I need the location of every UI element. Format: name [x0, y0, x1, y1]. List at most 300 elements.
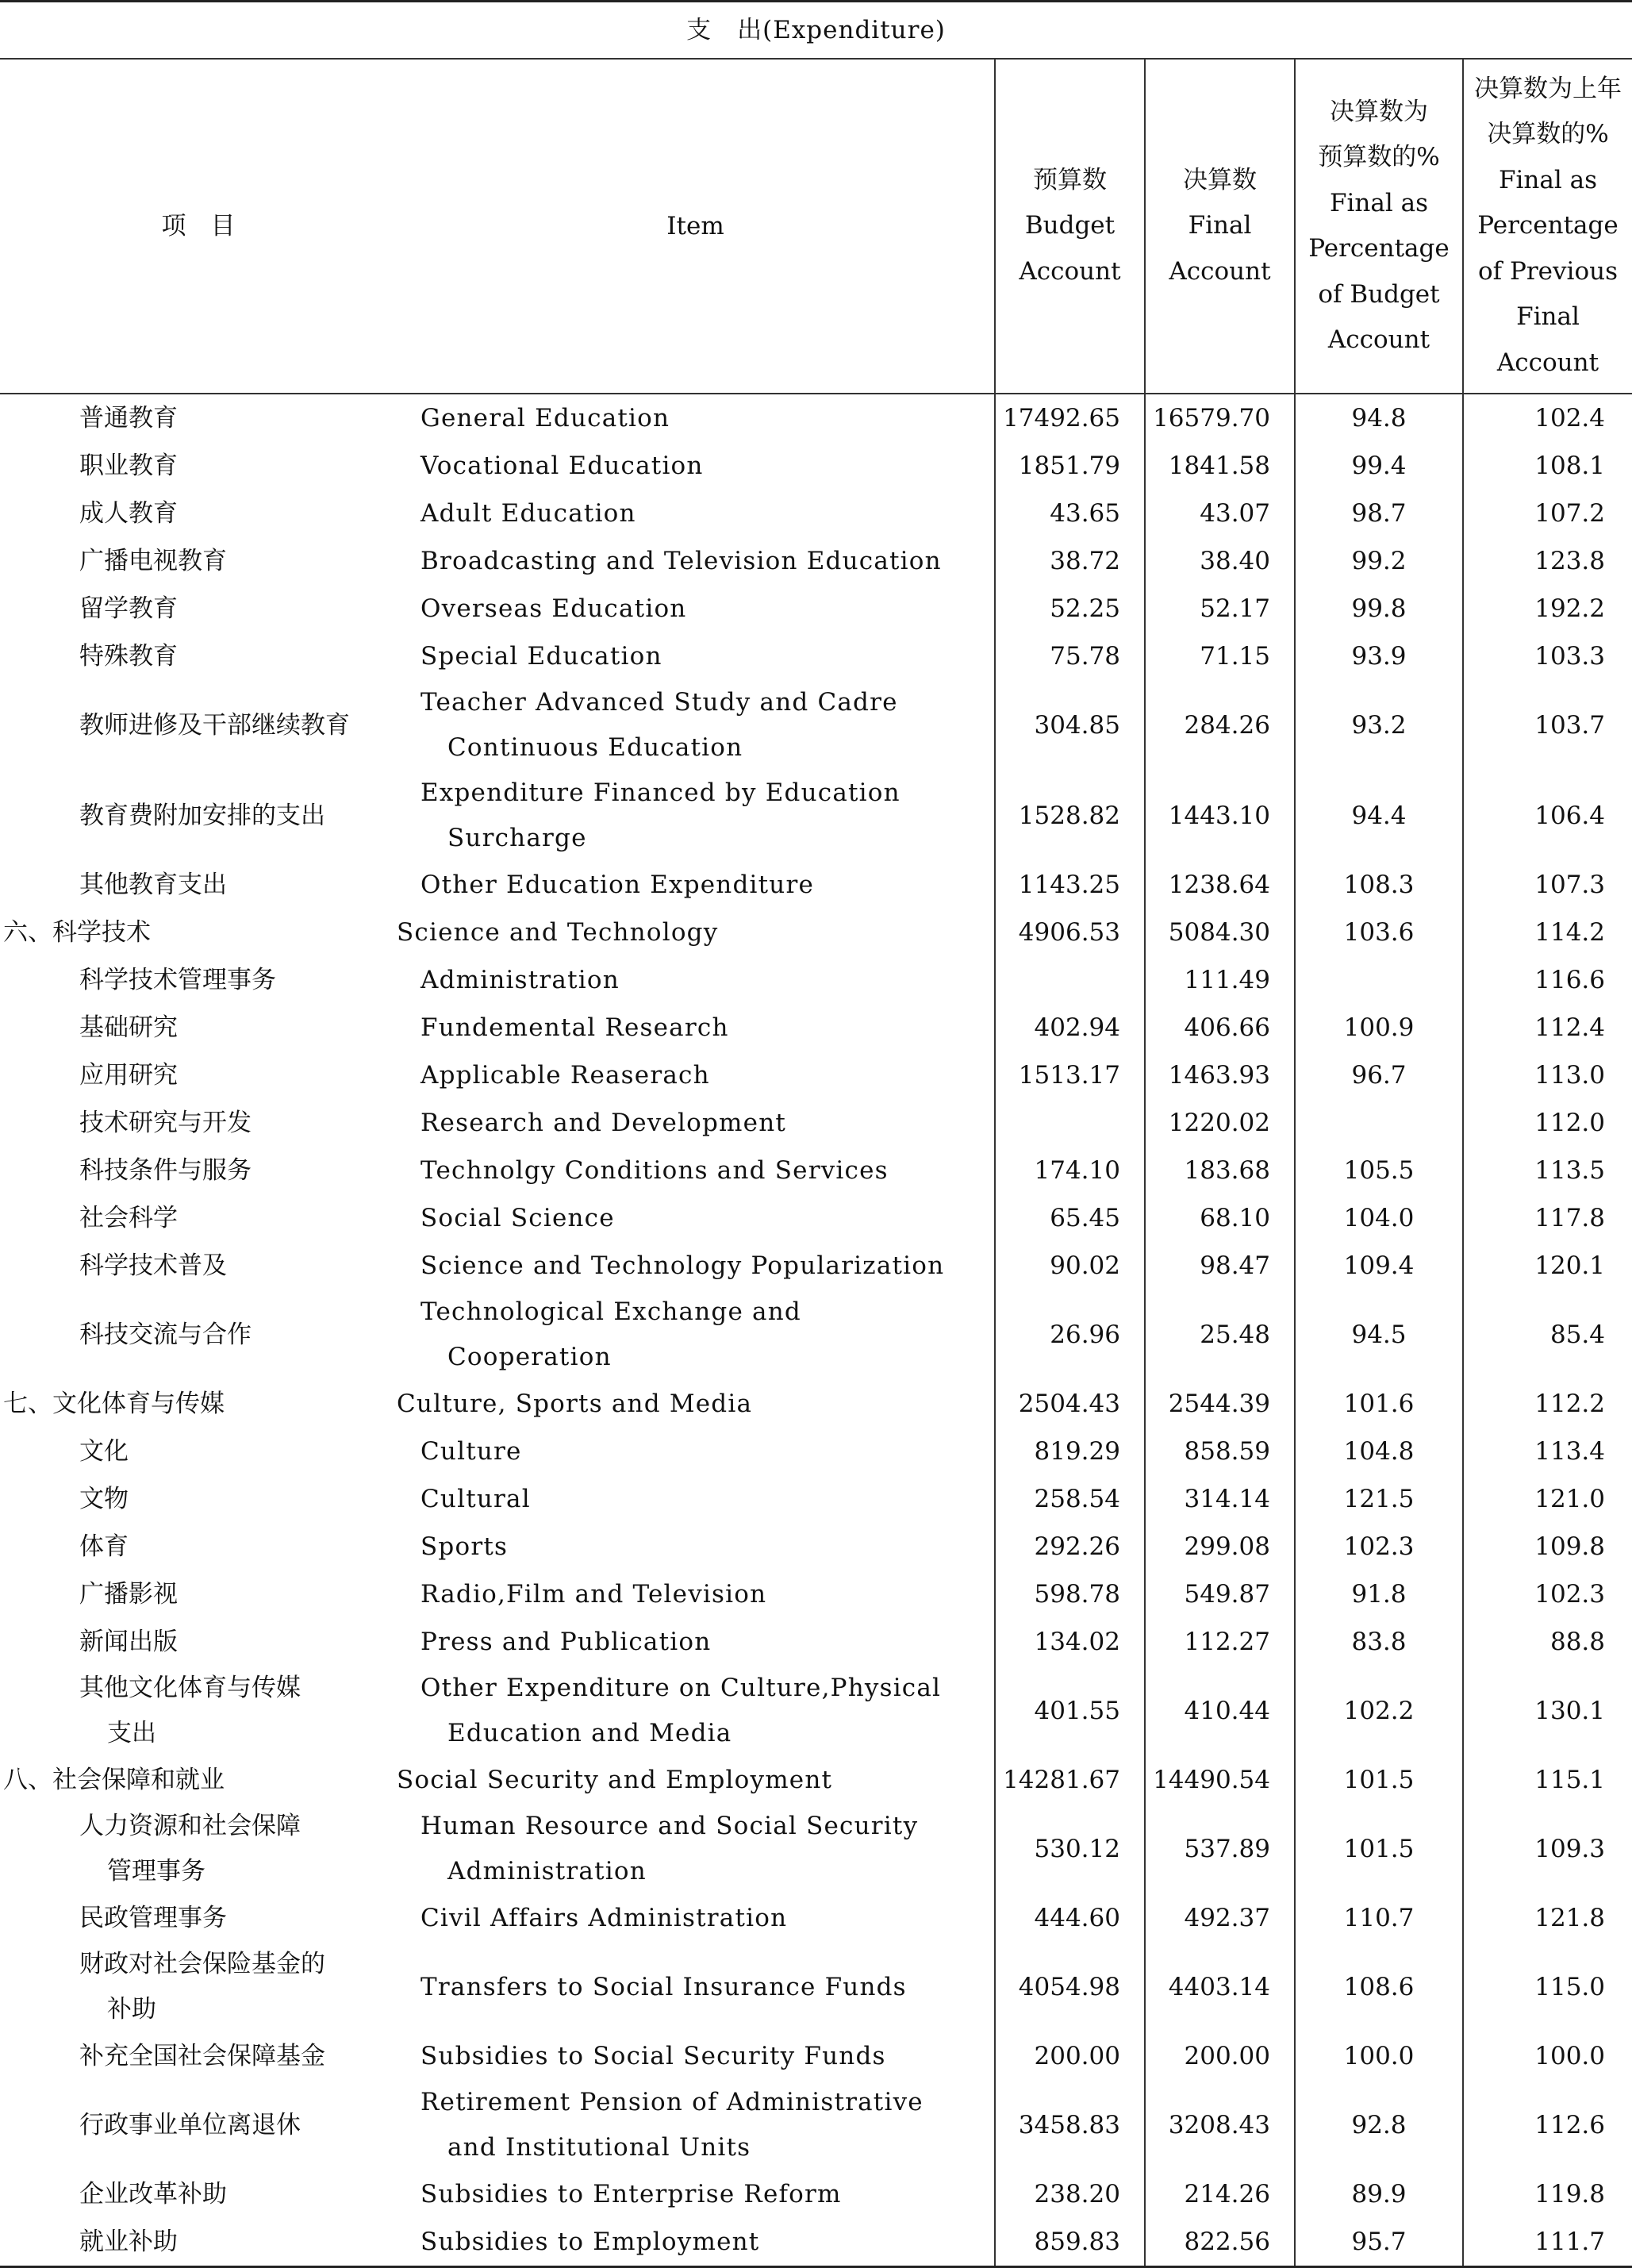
- pct-of-budget: 94.8: [1295, 394, 1463, 442]
- item-name-en-line: Administration: [420, 965, 620, 994]
- header-line: 决算数为: [1330, 97, 1428, 126]
- pct-of-budget: 93.2: [1295, 680, 1463, 771]
- item-name-en: [397, 490, 995, 537]
- final-value: 111.49: [1145, 956, 1295, 1004]
- header-line: Final as: [1329, 188, 1429, 217]
- table-row: [0, 2170, 1632, 2218]
- header-line: 预算数的%: [1318, 143, 1440, 171]
- item-name-en: [397, 1428, 995, 1475]
- pct-of-previous: 103.3: [1463, 632, 1632, 680]
- table-title: 支 出(Expenditure): [0, 2, 1632, 60]
- pct-of-budget: 101.5: [1295, 1804, 1463, 1894]
- pct-of-budget: 121.5: [1295, 1475, 1463, 1523]
- item-name-zh: [0, 1570, 397, 1618]
- item-name-en: [397, 1894, 995, 1942]
- item-name-zh-line: 其他文化体育与传媒: [79, 1674, 301, 1702]
- final-value: 1238.64: [1145, 861, 1295, 909]
- budget-value: 26.96: [995, 1290, 1145, 1380]
- header-line: Final: [1516, 302, 1580, 332]
- item-name-zh: [0, 861, 397, 909]
- item-name-zh: [0, 1894, 397, 1942]
- item-name-zh: [0, 1290, 397, 1380]
- pct-of-previous: 113.4: [1463, 1428, 1632, 1475]
- header-line: of Budget: [1318, 279, 1440, 309]
- header-line: Account: [1496, 348, 1599, 377]
- item-name-en-line: and Institutional Units: [447, 2133, 751, 2162]
- pct-of-previous: 117.8: [1463, 1194, 1632, 1242]
- item-name-en-line: Other Expenditure on Culture,Physical: [420, 1674, 942, 1702]
- pct-of-budget: 95.7: [1295, 2218, 1463, 2267]
- item-name-en-line: Surcharge: [447, 824, 587, 852]
- item-name-zh: [0, 1147, 397, 1194]
- item-name-en-line: Science and Technology Popularization: [420, 1251, 945, 1280]
- table-row: [0, 1242, 1632, 1290]
- pct-of-budget: 105.5: [1295, 1147, 1463, 1194]
- pct-of-budget: 109.4: [1295, 1242, 1463, 1290]
- final-value: 183.68: [1145, 1147, 1295, 1194]
- final-value: 299.08: [1145, 1523, 1295, 1570]
- item-name-en-line: Civil Affairs Administration: [420, 1903, 788, 1932]
- pct-of-previous: 88.8: [1463, 1618, 1632, 1666]
- col-header-pct-budget: [1295, 59, 1463, 394]
- col-header-item-zh: 项 目: [0, 59, 397, 394]
- item-name-zh-line: 科学技术普及: [79, 1251, 227, 1280]
- table-row: [0, 1290, 1632, 1380]
- item-name-en-line: Human Resource and Social Security: [420, 1812, 919, 1840]
- table-row: [0, 1894, 1632, 1942]
- pct-of-budget: 110.7: [1295, 1894, 1463, 1942]
- header-line: Account: [1019, 256, 1121, 286]
- item-name-en: [397, 1147, 995, 1194]
- item-name-en-line: Subsidies to Enterprise Reform: [420, 2179, 842, 2208]
- item-name-zh-line: 基础研究: [79, 1013, 178, 1042]
- item-name-zh: [0, 632, 397, 680]
- item-name-zh-line: 人力资源和社会保障: [79, 1812, 301, 1840]
- col-header-pct-prev: [1463, 59, 1632, 394]
- item-name-zh: [0, 1523, 397, 1570]
- item-name-en: [397, 1099, 995, 1147]
- header-line: Percentage: [1308, 234, 1450, 263]
- header-line: 决算数的%: [1487, 120, 1609, 149]
- item-name-en-line: Research and Development: [420, 1108, 787, 1137]
- budget-value: 304.85: [995, 680, 1145, 771]
- item-name-en-line: Expenditure Financed by Education: [420, 778, 900, 807]
- item-name-zh: [0, 2218, 397, 2267]
- pct-of-previous: 102.4: [1463, 394, 1632, 442]
- col-header-item-en: Item: [397, 59, 995, 394]
- header-line: 决算数为上年: [1474, 74, 1622, 103]
- item-name-en-line: Science and Technology: [397, 917, 719, 947]
- item-name-zh-line: 补充全国社会保障基金: [79, 2041, 325, 2070]
- item-name-en: [397, 680, 995, 771]
- item-name-zh-line: 其他教育支出: [79, 870, 227, 899]
- item-name-en: [397, 537, 995, 585]
- table-row: [0, 1942, 1632, 2032]
- budget-value: 1513.17: [995, 1051, 1145, 1099]
- item-name-en: [397, 394, 995, 442]
- item-name-en-line: Cultural: [420, 1484, 531, 1513]
- item-name-en-line: Subsidies to Employment: [420, 2227, 760, 2256]
- pct-of-previous: 123.8: [1463, 537, 1632, 585]
- item-name-en: [397, 2080, 995, 2170]
- item-name-en: [397, 1290, 995, 1380]
- budget-value: 3458.83: [995, 2080, 1145, 2170]
- item-name-en-line: Fundemental Research: [420, 1013, 729, 1042]
- item-name-zh-line: 企业改革补助: [79, 2179, 227, 2208]
- item-name-en: [397, 1666, 995, 1756]
- item-name-en: [397, 1570, 995, 1618]
- table-row: [0, 2218, 1632, 2267]
- item-name-zh: [0, 1942, 397, 2032]
- final-value: 5084.30: [1145, 909, 1295, 956]
- item-name-zh: [0, 394, 397, 442]
- item-name-zh: [0, 2080, 397, 2170]
- item-name-en-line: Continuous Education: [447, 733, 743, 762]
- item-name-en-line: Transfers to Social Insurance Funds: [420, 1972, 907, 2001]
- header-line: Final as: [1498, 165, 1598, 194]
- table-row: [0, 1804, 1632, 1894]
- final-value: 858.59: [1145, 1428, 1295, 1475]
- item-name-zh-line: 职业教育: [79, 451, 178, 480]
- item-name-en: [397, 442, 995, 490]
- final-value: 537.89: [1145, 1804, 1295, 1894]
- table-row: [0, 956, 1632, 1004]
- table-row: [0, 537, 1632, 585]
- col-header-budget: [995, 59, 1145, 394]
- item-name-en: [397, 1618, 995, 1666]
- item-name-zh-line: 就业补助: [79, 2227, 178, 2256]
- header-line: Percentage: [1477, 211, 1619, 240]
- item-name-zh-line: 应用研究: [79, 1060, 178, 1090]
- final-value: 16579.70: [1145, 394, 1295, 442]
- item-name-zh: [0, 1428, 397, 1475]
- item-name-en: [397, 771, 995, 861]
- item-name-en-line: Teacher Advanced Study and Cadre: [420, 688, 898, 717]
- item-name-en-line: Press and Publication: [420, 1627, 712, 1656]
- item-name-zh: [0, 537, 397, 585]
- pct-of-previous: 85.4: [1463, 1290, 1632, 1380]
- pct-of-budget: 99.2: [1295, 537, 1463, 585]
- pct-of-budget: 100.9: [1295, 1004, 1463, 1051]
- table-row: [0, 394, 1632, 442]
- item-name-en-line: General Education: [420, 403, 670, 432]
- budget-value: 402.94: [995, 1004, 1145, 1051]
- item-name-zh-line: 技术研究与开发: [79, 1108, 252, 1137]
- table-row: [0, 1666, 1632, 1756]
- budget-value: 38.72: [995, 537, 1145, 585]
- pct-of-budget: 102.3: [1295, 1523, 1463, 1570]
- final-value: 492.37: [1145, 1894, 1295, 1942]
- pct-of-previous: 112.6: [1463, 2080, 1632, 2170]
- item-name-en: [397, 861, 995, 909]
- item-name-zh: [0, 1756, 397, 1804]
- budget-value: 4906.53: [995, 909, 1145, 956]
- table-row: [0, 632, 1632, 680]
- table-row: [0, 1618, 1632, 1666]
- final-value: 1463.93: [1145, 1051, 1295, 1099]
- final-value: 3208.43: [1145, 2080, 1295, 2170]
- pct-of-previous: 130.1: [1463, 1666, 1632, 1756]
- budget-value: 65.45: [995, 1194, 1145, 1242]
- item-name-zh-line: 社会科学: [79, 1203, 178, 1232]
- item-name-zh-line: 教育费附加安排的支出: [79, 801, 325, 830]
- item-name-en: [397, 585, 995, 632]
- final-value: 52.17: [1145, 585, 1295, 632]
- category-row: [0, 1380, 1632, 1428]
- table-row: [0, 1051, 1632, 1099]
- item-name-en-line: Radio,Film and Television: [420, 1579, 767, 1609]
- pct-of-previous: 112.4: [1463, 1004, 1632, 1051]
- item-name-en: [397, 1380, 995, 1428]
- budget-value: 90.02: [995, 1242, 1145, 1290]
- item-name-zh: [0, 680, 397, 771]
- item-name-en: [397, 1942, 995, 2032]
- pct-of-previous: 111.7: [1463, 2218, 1632, 2267]
- item-name-zh-line: 八、社会保障和就业: [3, 1765, 225, 1794]
- header-line: 决算数: [1183, 165, 1257, 194]
- final-value: 14490.54: [1145, 1756, 1295, 1804]
- item-name-en: [397, 1475, 995, 1523]
- table-title-row: [0, 2, 1632, 60]
- table-row: [0, 861, 1632, 909]
- pct-of-budget: 94.4: [1295, 771, 1463, 861]
- item-name-en-line: Overseas Education: [420, 594, 687, 623]
- budget-value: 859.83: [995, 2218, 1145, 2267]
- budget-value: 17492.65: [995, 394, 1145, 442]
- final-value: 314.14: [1145, 1475, 1295, 1523]
- item-name-zh: [0, 2032, 397, 2080]
- item-name-zh-line: 管理事务: [107, 1857, 205, 1886]
- table-row: [0, 1475, 1632, 1523]
- final-value: 1220.02: [1145, 1099, 1295, 1147]
- table-row: [0, 1570, 1632, 1618]
- category-row: [0, 909, 1632, 956]
- pct-of-budget: [1295, 1099, 1463, 1147]
- pct-of-previous: 107.2: [1463, 490, 1632, 537]
- header-line: Budget: [1024, 211, 1116, 240]
- item-name-en-line: Technolgy Conditions and Services: [420, 1155, 889, 1185]
- header-line: Final: [1188, 211, 1252, 240]
- pct-of-previous: 112.2: [1463, 1380, 1632, 1428]
- pct-of-previous: 107.3: [1463, 861, 1632, 909]
- pct-of-budget: 94.5: [1295, 1290, 1463, 1380]
- pct-of-budget: 99.4: [1295, 442, 1463, 490]
- item-name-zh-line: 文物: [79, 1484, 129, 1513]
- item-name-zh: [0, 1475, 397, 1523]
- item-name-en-line: Social Security and Employment: [397, 1765, 833, 1794]
- final-value: 38.40: [1145, 537, 1295, 585]
- item-name-zh: [0, 1194, 397, 1242]
- table-row: [0, 1099, 1632, 1147]
- pct-of-previous: 109.8: [1463, 1523, 1632, 1570]
- budget-value: [995, 956, 1145, 1004]
- table-row: [0, 490, 1632, 537]
- pct-of-previous: 119.8: [1463, 2170, 1632, 2218]
- budget-value: 174.10: [995, 1147, 1145, 1194]
- budget-value: 1528.82: [995, 771, 1145, 861]
- item-name-zh-line: 六、科学技术: [3, 917, 151, 947]
- table-row: [0, 585, 1632, 632]
- item-name-en: [397, 909, 995, 956]
- budget-value: 4054.98: [995, 1942, 1145, 2032]
- budget-value: 238.20: [995, 2170, 1145, 2218]
- pct-of-previous: 100.0: [1463, 2032, 1632, 2080]
- item-name-zh-line: 科技交流与合作: [79, 1320, 252, 1349]
- item-name-zh-line: 体育: [79, 1532, 129, 1561]
- column-header-row: [0, 59, 1632, 394]
- item-name-en-line: Adult Education: [420, 498, 636, 528]
- item-name-zh-line: 留学教育: [79, 594, 178, 623]
- budget-value: 14281.67: [995, 1756, 1145, 1804]
- item-name-en: [397, 1051, 995, 1099]
- budget-value: 43.65: [995, 490, 1145, 537]
- budget-value: 401.55: [995, 1666, 1145, 1756]
- item-name-zh: [0, 1099, 397, 1147]
- budget-value: 75.78: [995, 632, 1145, 680]
- item-name-en-line: Culture, Sports and Media: [397, 1389, 753, 1418]
- pct-of-budget: 98.7: [1295, 490, 1463, 537]
- item-name-zh-line: 补助: [107, 1995, 156, 2024]
- item-name-zh-line: 科学技术管理事务: [79, 965, 276, 994]
- pct-of-previous: 113.0: [1463, 1051, 1632, 1099]
- budget-value: 1851.79: [995, 442, 1145, 490]
- pct-of-budget: 101.6: [1295, 1380, 1463, 1428]
- final-value: 200.00: [1145, 2032, 1295, 2080]
- item-name-en: [397, 956, 995, 1004]
- final-value: 2544.39: [1145, 1380, 1295, 1428]
- item-name-en-line: Applicable Reaserach: [420, 1060, 710, 1090]
- item-name-zh-line: 文化: [79, 1436, 129, 1466]
- pct-of-previous: 108.1: [1463, 442, 1632, 490]
- item-name-zh-line: 教师进修及干部继续教育: [79, 710, 350, 740]
- item-name-en-line: Culture: [420, 1436, 522, 1466]
- table-row: [0, 1004, 1632, 1051]
- item-name-zh-line: 支出: [107, 1719, 156, 1747]
- final-value: 68.10: [1145, 1194, 1295, 1242]
- item-name-en-line: Technological Exchange and: [420, 1297, 801, 1326]
- budget-value: 134.02: [995, 1618, 1145, 1666]
- pct-of-budget: 108.3: [1295, 861, 1463, 909]
- final-value: 214.26: [1145, 2170, 1295, 2218]
- item-name-zh-line: 新闻出版: [79, 1627, 178, 1656]
- item-name-en: [397, 1804, 995, 1894]
- item-name-en-line: Other Education Expenditure: [420, 870, 815, 899]
- pct-of-previous: 109.3: [1463, 1804, 1632, 1894]
- header-line: of Previous: [1478, 256, 1618, 286]
- item-name-en: [397, 1004, 995, 1051]
- item-name-zh: [0, 1051, 397, 1099]
- final-value: 71.15: [1145, 632, 1295, 680]
- pct-of-budget: 102.2: [1295, 1666, 1463, 1756]
- item-name-en: [397, 1194, 995, 1242]
- item-name-zh-line: 成人教育: [79, 498, 178, 528]
- table-body: [0, 394, 1632, 2267]
- pct-of-previous: 102.3: [1463, 1570, 1632, 1618]
- budget-value: 2504.43: [995, 1380, 1145, 1428]
- final-value: 549.87: [1145, 1570, 1295, 1618]
- item-name-zh-line: 民政管理事务: [79, 1903, 227, 1932]
- table-row: [0, 1428, 1632, 1475]
- pct-of-budget: 108.6: [1295, 1942, 1463, 2032]
- col-header-final: [1145, 59, 1295, 394]
- final-value: 1841.58: [1145, 442, 1295, 490]
- item-name-zh: [0, 1004, 397, 1051]
- pct-of-budget: 104.0: [1295, 1194, 1463, 1242]
- pct-of-budget: 83.8: [1295, 1618, 1463, 1666]
- pct-of-budget: 93.9: [1295, 632, 1463, 680]
- header-line: Account: [1169, 256, 1271, 286]
- final-value: 43.07: [1145, 490, 1295, 537]
- pct-of-previous: 192.2: [1463, 585, 1632, 632]
- pct-of-previous: 116.6: [1463, 956, 1632, 1004]
- item-name-en-line: Education and Media: [447, 1719, 732, 1747]
- final-value: 822.56: [1145, 2218, 1295, 2267]
- item-name-zh: [0, 2170, 397, 2218]
- item-name-zh: [0, 956, 397, 1004]
- table-row: [0, 2032, 1632, 2080]
- pct-of-budget: 92.8: [1295, 2080, 1463, 2170]
- header-line: 预算数: [1033, 165, 1107, 194]
- item-name-en-line: Subsidies to Social Security Funds: [420, 2041, 886, 2070]
- item-name-zh-line: 七、文化体育与传媒: [3, 1389, 225, 1418]
- budget-value: 52.25: [995, 585, 1145, 632]
- pct-of-budget: 91.8: [1295, 1570, 1463, 1618]
- pct-of-budget: 100.0: [1295, 2032, 1463, 2080]
- item-name-zh: [0, 442, 397, 490]
- table-row: [0, 680, 1632, 771]
- pct-of-budget: [1295, 956, 1463, 1004]
- item-name-en-line: Sports: [420, 1532, 509, 1561]
- item-name-en-line: Retirement Pension of Administrative: [420, 2088, 924, 2116]
- pct-of-budget: 96.7: [1295, 1051, 1463, 1099]
- item-name-en-line: Administration: [447, 1857, 647, 1886]
- item-name-zh: [0, 1242, 397, 1290]
- item-name-en-line: Broadcasting and Television Education: [420, 546, 942, 575]
- item-name-en: [397, 2032, 995, 2080]
- item-name-zh: [0, 1380, 397, 1428]
- item-name-en: [397, 1756, 995, 1804]
- item-name-zh-line: 科技条件与服务: [79, 1155, 252, 1185]
- item-name-zh-line: 财政对社会保险基金的: [79, 1950, 325, 1978]
- item-name-zh-line: 广播影视: [79, 1579, 178, 1609]
- item-name-zh: [0, 490, 397, 537]
- budget-value: 598.78: [995, 1570, 1145, 1618]
- table-row: [0, 2080, 1632, 2170]
- pct-of-budget: 103.6: [1295, 909, 1463, 956]
- final-value: 25.48: [1145, 1290, 1295, 1380]
- budget-value: 258.54: [995, 1475, 1145, 1523]
- final-value: 98.47: [1145, 1242, 1295, 1290]
- item-name-en: [397, 1242, 995, 1290]
- header-line: Account: [1327, 325, 1430, 354]
- item-name-en-line: Vocational Education: [420, 451, 704, 480]
- pct-of-previous: 113.5: [1463, 1147, 1632, 1194]
- pct-of-previous: 120.1: [1463, 1242, 1632, 1290]
- pct-of-budget: 99.8: [1295, 585, 1463, 632]
- item-name-en: [397, 1523, 995, 1570]
- item-name-zh: [0, 1618, 397, 1666]
- budget-value: [995, 1099, 1145, 1147]
- table-row: [0, 442, 1632, 490]
- pct-of-budget: 89.9: [1295, 2170, 1463, 2218]
- item-name-zh-line: 广播电视教育: [79, 546, 227, 575]
- final-value: 410.44: [1145, 1666, 1295, 1756]
- pct-of-previous: 121.0: [1463, 1475, 1632, 1523]
- item-name-zh: [0, 771, 397, 861]
- budget-value: 292.26: [995, 1523, 1145, 1570]
- item-name-zh-line: 普通教育: [79, 403, 178, 432]
- pct-of-previous: 115.0: [1463, 1942, 1632, 2032]
